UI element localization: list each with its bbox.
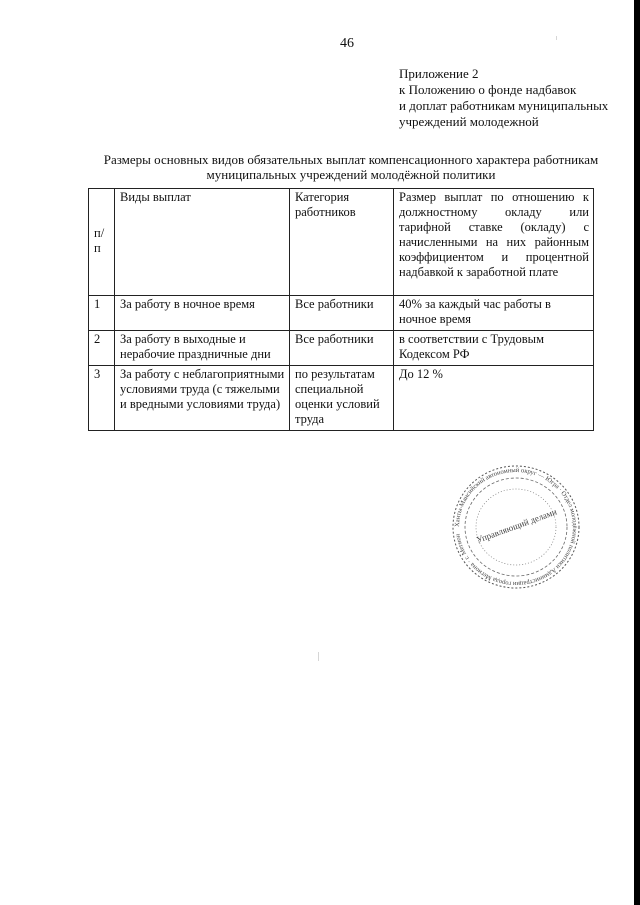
table-header-row	[89, 189, 594, 296]
cell-size: До 12 %	[394, 366, 594, 431]
cell-size: 40% за каждый час работы в ночное время	[394, 296, 594, 331]
table-row	[89, 331, 594, 366]
appendix-line: к Положению о фонде надбавок	[399, 82, 577, 97]
appendix-line: учреждений молодежной	[399, 114, 539, 129]
seal-outer-text: Ханты-Мансийский автономный округ — Югра · Отдел молодёжной политики Администрации города Мегиона · г. Мегион	[453, 466, 579, 588]
cell-category: Все работники	[290, 331, 394, 366]
header-size: Размер выплат по отношению к должностному окладу или тарифной ставке (окладу) с начисленными на них районным коэффициентом и процентной надбавкой к заработной плате	[394, 189, 594, 296]
cell-num: 2	[89, 331, 115, 366]
cell-num: 3	[89, 366, 115, 431]
compensation-table	[88, 188, 594, 431]
page-number: 46	[340, 36, 354, 51]
appendix-header	[399, 66, 608, 130]
cell-type: За работу в ночное время	[115, 296, 290, 331]
scan-speck	[556, 36, 557, 40]
cell-num: 1	[89, 296, 115, 331]
cell-category: по результатам специальной оценки условий труда	[290, 366, 394, 431]
table-row	[89, 366, 594, 431]
cell-category: Все работники	[290, 296, 394, 331]
appendix-line: и доплат работникам муниципальных	[399, 98, 609, 113]
seal-center-text: Управляющий делами	[475, 506, 559, 545]
appendix-line: Приложение 2	[399, 66, 479, 81]
header-category: Категория работников	[290, 189, 394, 296]
document-title	[86, 152, 616, 182]
scan-speck	[318, 652, 319, 661]
cell-type: За работу с неблагоприятными условиями труда (с тяжелыми и вредными условиями труда)	[115, 366, 290, 431]
title-line: муниципальных учреждений молодёжной политики	[206, 167, 496, 182]
official-seal	[451, 463, 581, 591]
title-line: Размеры основных видов обязательных выплат компенсационного характера работникам	[103, 152, 599, 167]
scan-edge	[634, 0, 640, 905]
cell-type: За работу в выходные и нерабочие праздничные дни	[115, 331, 290, 366]
table-row	[89, 296, 594, 331]
header-num: п/п	[89, 189, 115, 296]
cell-size: в соответствии с Трудовым Кодексом РФ	[394, 331, 594, 366]
header-type: Виды выплат	[115, 189, 290, 296]
